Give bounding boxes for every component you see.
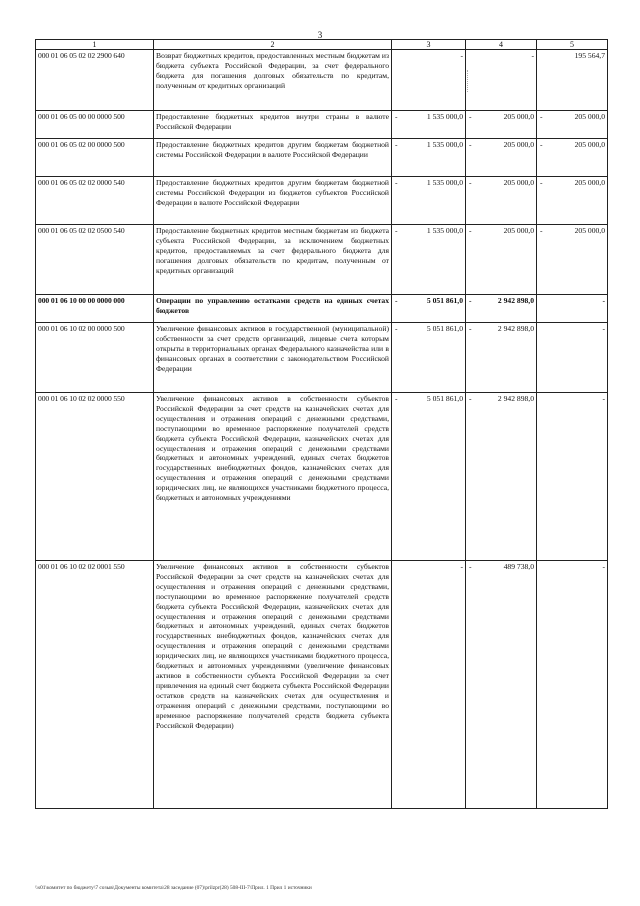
amount-cell	[537, 393, 608, 561]
sign-dash: -	[395, 140, 398, 149]
amount-value: -	[602, 324, 605, 333]
sign-dash: -	[469, 178, 472, 187]
amount-value: 195 564,7	[574, 51, 605, 60]
amount-cell	[466, 323, 537, 393]
amount-cell	[466, 225, 537, 295]
table-row	[36, 393, 608, 561]
amount-cell	[537, 225, 608, 295]
amount-value: 1 535 000,0	[426, 178, 463, 187]
table-row	[36, 225, 608, 295]
amount-cell	[537, 295, 608, 323]
amount-value: -	[460, 562, 463, 571]
classification-code: 000 01 06 10 02 02 0001 550	[36, 561, 154, 809]
amount-cell	[392, 295, 466, 323]
classification-code: 000 01 06 10 02 02 0000 550	[36, 393, 154, 561]
table-row	[36, 177, 608, 225]
sign-dash: -	[469, 112, 472, 121]
source-description: Предоставление бюджетных кредитов местным бюджетам из бюджета субъекта Российской Федерации, за исключением бюджетных кредитов, предоставляемых за счет федерального бюджета для погашения долговых обязательств по кредитам, полученным от кредитных организаций	[154, 225, 392, 295]
classification-code: 000 01 06 05 02 02 0500 540	[36, 225, 154, 295]
amount-cell	[466, 111, 537, 139]
amount-value: 1 535 000,0	[426, 226, 463, 235]
classification-code: 000 01 06 05 02 02 2900 640	[36, 50, 154, 111]
sources-table	[35, 39, 608, 809]
sign-dash: -	[395, 178, 398, 187]
amount-cell	[392, 139, 466, 177]
sign-dash	[539, 394, 540, 404]
amount-cell	[466, 561, 537, 809]
amount-value: 205 000,0	[503, 226, 534, 235]
amount-cell	[392, 225, 466, 295]
amount-value: -	[531, 51, 534, 60]
sign-dash	[394, 51, 395, 61]
amount-value: 1 535 000,0	[426, 140, 463, 149]
amount-cell	[466, 177, 537, 225]
classification-code: 000 01 06 10 02 00 0000 500	[36, 323, 154, 393]
source-description: Предоставление бюджетных кредитов другим бюджетам бюджетной системы Российской Федерации в валюте Российской Федерации	[154, 139, 392, 177]
amount-value: 2 942 898,0	[497, 324, 534, 333]
amount-value: -	[602, 296, 605, 305]
amount-value: 205 000,0	[574, 112, 605, 121]
sign-dash: -	[395, 112, 398, 121]
amount-cell	[537, 50, 608, 111]
source-description: Увеличение финансовых активов в государственной (муниципальной) собственности за счет средств организаций, лицевые счета которым открыты в территориальных органах Федерального казначейства или в финансовых органах в соответствии с законодательством Российской Федерации	[154, 323, 392, 393]
sign-dash: -	[395, 394, 398, 403]
page-number: 3	[317, 30, 323, 40]
amount-cell	[537, 561, 608, 809]
amount-value: 1 535 000,0	[426, 112, 463, 121]
amount-value: -	[460, 51, 463, 60]
sign-dash: -	[469, 324, 472, 333]
amount-value: 2 942 898,0	[497, 394, 534, 403]
sign-dash: -	[469, 394, 472, 403]
amount-value: 205 000,0	[503, 112, 534, 121]
table-row	[36, 561, 608, 809]
amount-cell	[392, 177, 466, 225]
sign-dash: -	[540, 178, 543, 187]
amount-cell	[392, 561, 466, 809]
sign-dash: -	[469, 140, 472, 149]
column-number: 5	[537, 40, 608, 50]
sign-dash	[539, 324, 540, 334]
column-number: 1	[36, 40, 154, 50]
amount-value: -	[602, 394, 605, 403]
amount-value: -	[602, 562, 605, 571]
sign-dash: -	[540, 226, 543, 235]
amount-value: 5 051 861,0	[426, 324, 463, 333]
amount-value: 5 051 861,0	[426, 394, 463, 403]
amount-cell	[466, 139, 537, 177]
table-row	[36, 111, 608, 139]
sign-dash: -	[469, 296, 472, 305]
sign-dash	[539, 562, 540, 572]
table-row	[36, 50, 608, 111]
sign-dash: -	[395, 324, 398, 333]
amount-cell	[392, 50, 466, 111]
source-description: Предоставление бюджетных кредитов другим бюджетам бюджетной системы Российской Федерации из бюджетов субъектов Российской Федерации в валюте Российской Федерации	[154, 177, 392, 225]
amount-cell	[537, 177, 608, 225]
classification-code: 000 01 06 05 02 02 0000 540	[36, 177, 154, 225]
column-number: 3	[392, 40, 466, 50]
amount-cell	[537, 139, 608, 177]
sign-dash: -	[540, 140, 543, 149]
amount-cell	[466, 295, 537, 323]
source-description: Предоставление бюджетных кредитов внутри страны в валюте Российской Федерации	[154, 111, 392, 139]
amount-value: 205 000,0	[574, 140, 605, 149]
amount-cell	[537, 323, 608, 393]
table-row	[36, 295, 608, 323]
sign-dash	[394, 562, 395, 572]
amount-value: 205 000,0	[574, 178, 605, 187]
amount-cell	[392, 323, 466, 393]
file-path-footer: \\s01\комитет по бюджету\7 созыв\Документы комитета\28 заседание (07)\prilzpr(28) 508-III-7\Прил. 1 Прил 1 источники	[35, 885, 312, 891]
table-row	[36, 139, 608, 177]
classification-code: 000 01 06 05 02 00 0000 500	[36, 139, 154, 177]
amount-cell	[537, 111, 608, 139]
amount-value: 205 000,0	[503, 140, 534, 149]
table-row	[36, 323, 608, 393]
amount-value: 5 051 861,0	[426, 296, 463, 305]
amount-value: 489 738,0	[503, 562, 534, 571]
column-number: 4	[466, 40, 537, 50]
sign-dash	[539, 51, 540, 61]
classification-code: 000 01 06 10 00 00 0000 000	[36, 295, 154, 323]
amount-cell	[392, 111, 466, 139]
amount-cell	[466, 50, 537, 111]
amount-cell	[392, 393, 466, 561]
sign-dash: -	[469, 226, 472, 235]
sign-dash	[468, 51, 469, 61]
sign-dash: -	[469, 562, 472, 571]
column-number-row	[36, 40, 608, 50]
sign-dash: -	[540, 112, 543, 121]
sign-dash	[539, 296, 540, 306]
source-description: Операции по управлению остатками средств на единых счетах бюджетов	[154, 295, 392, 323]
amount-value: 205 000,0	[574, 226, 605, 235]
amount-value: 205 000,0	[503, 178, 534, 187]
source-description: Возврат бюджетных кредитов, предоставленных местным бюджетам из бюджета субъекта Российской Федерации, за счет федерального бюджета для погашения долговых обязательств по кредитам, полученным от кредитных организаций	[154, 50, 392, 111]
source-description: Увеличение финансовых активов в собственности субъектов Российской Федерации за счет средств на казначейских счетах для осуществления и отражения операций с денежными средствами, поступающими во временное распоряжение получателей средств бюджета субъекта Российской Федерации, казначейских счетах для осуществления и отражения операций с денежными средствами бюджетных и автономных учреждений, единых счетах бюджетов государственных внебюджетных фондов, казначейских счетах для осуществления и отражения операций с денежными средствами юридических лиц, не являющихся участниками бюджетного процесса, бюджетных и автономных учреждениями	[154, 393, 392, 561]
amount-cell	[466, 393, 537, 561]
source-description: Увеличение финансовых активов в собственности субъектов Российской Федерации за счет средств на казначейских счетах для осуществления и отражения операций с денежными средствами, поступающими во временное распоряжение получателей средств бюджета субъекта Российской Федерации, казначейских счетах для осуществления и отражения операций с денежными средствами бюджетных и автономных учреждений, единых счетах бюджетов государственных внебюджетных фондов, казначейских счетах для осуществления и отражения операций с денежными средствами юридических лиц, не являющихся участниками бюджетного процесса, бюджетных и автономных учреждениями (увеличение финансовых активов в собственности субъекта Российской Федерации за счет привлечения на единый счет бюджета субъекта Российской Федерации остатков средств на казначейских счетах для осуществления и отражения операций с денежными средствами, поступающими во временное распоряжение получателей средств бюджета субъекта Российской Федерации)	[154, 561, 392, 809]
amount-value: 2 942 898,0	[497, 296, 534, 305]
classification-code: 000 01 06 05 00 00 0000 500	[36, 111, 154, 139]
sign-dash: -	[395, 226, 398, 235]
sign-dash: -	[395, 296, 398, 305]
column-number: 2	[154, 40, 392, 50]
